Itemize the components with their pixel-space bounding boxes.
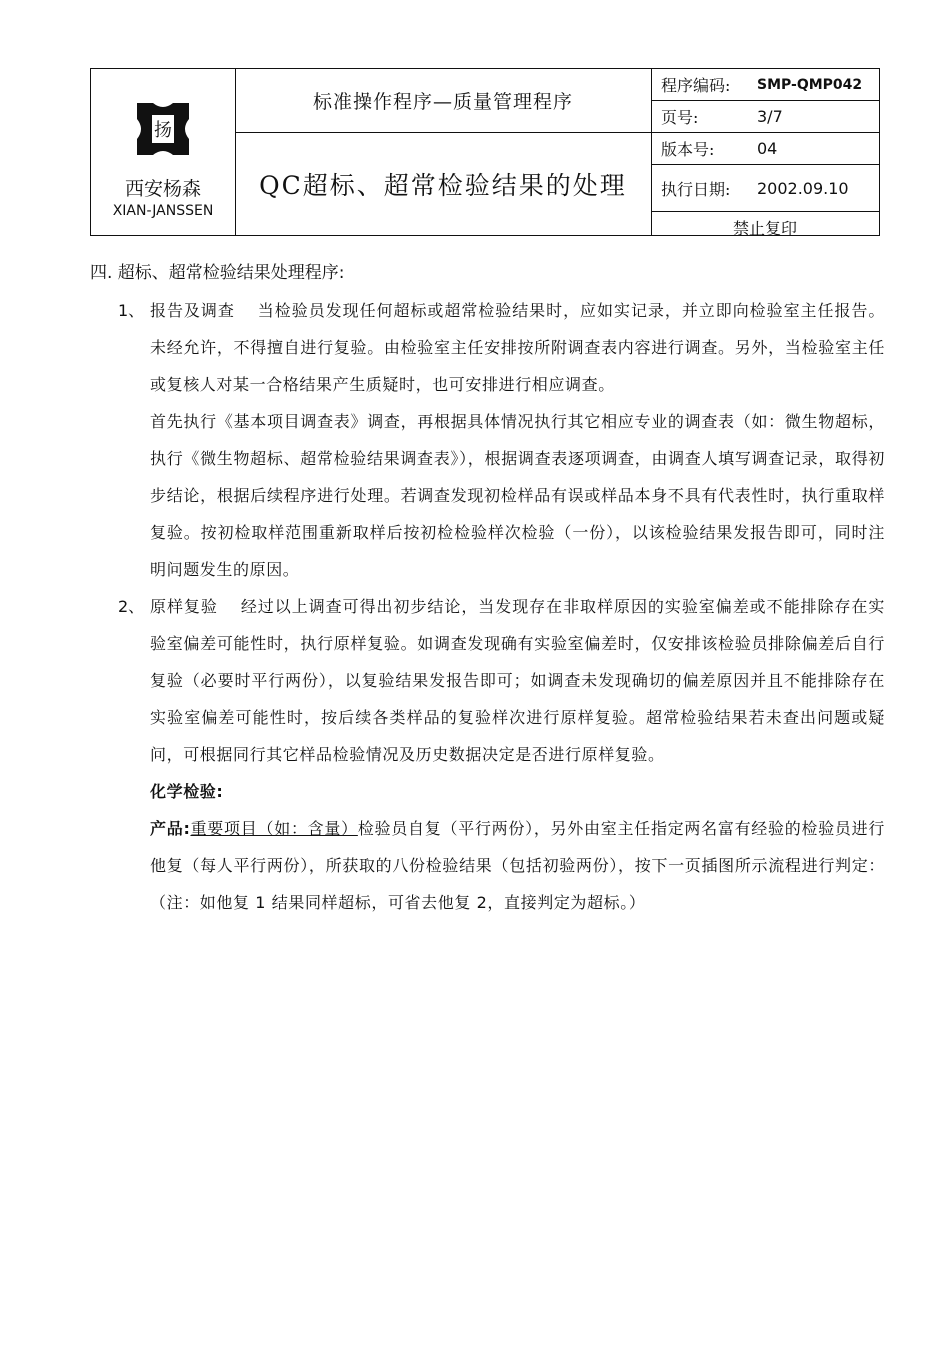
underlined-text: 重要项目（如：含量）	[190, 819, 358, 838]
meta-value: SMP-QMP042	[757, 76, 863, 93]
meta-row-date	[651, 165, 879, 212]
company-logo-cell	[91, 69, 236, 235]
list-item	[90, 292, 885, 588]
meta-value: 04	[757, 139, 778, 158]
company-name-en: XIAN-JANSSEN	[112, 203, 214, 219]
meta-row-code	[651, 69, 879, 101]
product-label: 产品:	[150, 819, 191, 838]
logo-glyph: 扬	[154, 120, 172, 141]
meta-label: 执行日期:	[661, 179, 731, 199]
meta-value: 2002.09.10	[757, 178, 849, 198]
meta-row-page	[651, 101, 879, 133]
item-number: 2、	[118, 597, 145, 616]
company-name-cn: 西安杨森	[124, 178, 201, 200]
title-cell	[235, 69, 652, 235]
document-header	[90, 68, 880, 236]
section-title: 四. 超标、超常检验结果处理程序:	[90, 263, 345, 283]
meta-value: 3/7	[757, 107, 783, 126]
meta-cell	[651, 69, 879, 238]
meta-row-version	[651, 133, 879, 165]
meta-label: 版本号:	[661, 140, 715, 159]
item-number: 1、	[118, 301, 145, 320]
chem-section	[90, 773, 885, 921]
doc-category: 标准操作程序—质量管理程序	[235, 69, 651, 133]
document-body	[90, 258, 885, 921]
xian-janssen-logo-icon	[133, 99, 193, 159]
paragraph: 报告及调查 当检验员发现任何超标或超常检验结果时，应如实记录，并立即向检验室主任报告。未经允许，不得擅自进行复验。由检验室主任安排按所附调查表内容进行调查。另外，当检验室主任或复核人对某一合格结果产生质疑时，也可安排进行相应调查。	[150, 301, 885, 394]
paragraph: 原样复验 经过以上调查可得出初步结论，当发现存在非取样原因的实验室偏差或不能排除存在实验室偏差可能性时，执行原样复验。如调查发现确有实验室偏差时，仅安排该检验员排除偏差后自行复验（必要时平行两份），以复验结果发报告即可；如调查未发现确切的偏差原因并且不能排除存在实验室偏差可能性时，按后续各类样品的复验样次进行原样复验。超常检验结果若未查出问题或疑问，可根据同行其它样品检验情况及历史数据决定是否进行原样复验。	[150, 597, 885, 764]
list-item	[90, 588, 885, 773]
doc-title: QC超标、超常检验结果的处理	[259, 171, 627, 200]
paragraph	[150, 810, 885, 921]
paragraph: 首先执行《基本项目调查表》调查，再根据具体情况执行其它相应专业的调查表（如：微生物超标，执行《微生物超标、超常检验结果调查表》），根据调查表逐项调查，由调查人填写调查记录，取得初步结论，根据后续程序进行处理。若调查发现初检样品有误或样品本身不具有代表性时，执行重取样复验。按初检取样范围重新取样后按初检检验样次检验（一份），以该检验结果发报告即可，同时注明问题发生的原因。	[150, 412, 885, 579]
subheading: 化学检验:	[150, 782, 224, 801]
copy-notice: 禁止复印	[732, 218, 797, 238]
meta-label: 程序编码:	[661, 76, 731, 95]
meta-label: 页号:	[661, 108, 699, 127]
paragraph-text: 检验员自复（平行两份），另外由室主任指定两名富有经验的检验员进行他复（每人平行两份），所获取的八份检验结果（包括初验两份），按下一页插图所示流程进行判定：（注：如他复 1 结果同样超标，可省去他复 2，直接判定为超标。）	[150, 819, 885, 912]
